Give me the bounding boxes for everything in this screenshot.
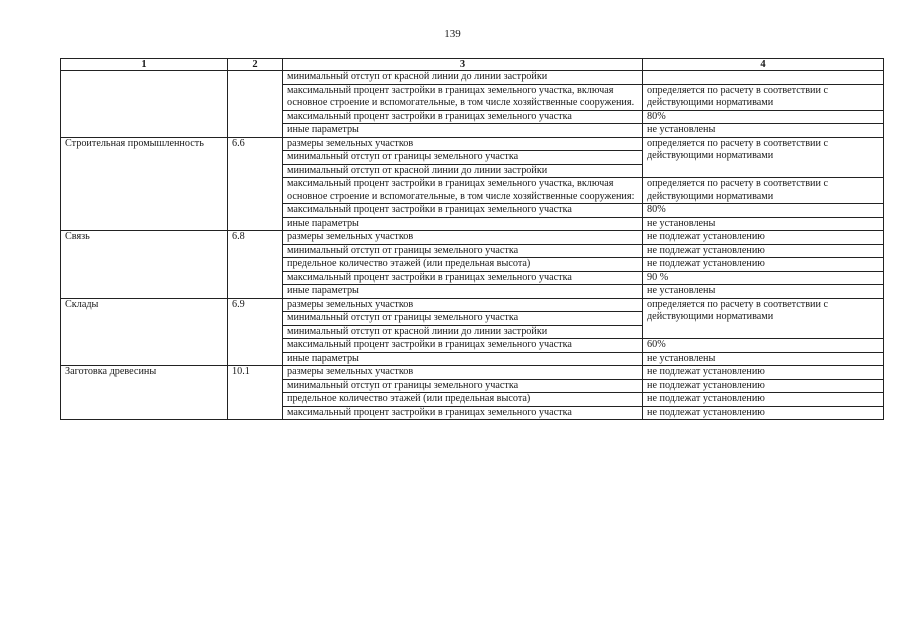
table-row: [61, 298, 884, 312]
parameter-cell: иные параметры: [283, 217, 643, 231]
value-cell: 80%: [643, 204, 884, 218]
parameter-cell: минимальный отступ от границы земельного участка: [283, 244, 643, 258]
parameter-cell: иные параметры: [283, 352, 643, 366]
code-cell: 6.8: [228, 231, 283, 299]
value-cell: определяется по расчету в соответствии с действующими нормативами: [643, 178, 884, 204]
parameter-cell: размеры земельных участков: [283, 366, 643, 380]
parameter-cell: максимальный процент застройки в границах земельного участка: [283, 204, 643, 218]
parameter-cell: максимальный процент застройки в границах земельного участка, включая основное строение и вспомогательные, в том числе хозяйственные сооружения.: [283, 84, 643, 110]
value-cell: не подлежат установлению: [643, 393, 884, 407]
regulations-table: [60, 58, 884, 420]
parameter-cell: минимальный отступ от границы земельного участка: [283, 312, 643, 326]
land-use-cell: Заготовка древесины: [61, 366, 228, 420]
value-cell: не установлены: [643, 285, 884, 299]
table-row: [61, 137, 884, 151]
table-row: [61, 71, 884, 85]
land-use-cell: Склады: [61, 298, 228, 366]
page-number: 139: [444, 28, 461, 40]
value-cell: не подлежат установлению: [643, 231, 884, 245]
parameter-cell: размеры земельных участков: [283, 231, 643, 245]
value-cell: [643, 71, 884, 85]
parameter-cell: предельное количество этажей (или предельная высота): [283, 258, 643, 272]
value-cell: определяется по расчету в соответствии с действующими нормативами: [643, 137, 884, 178]
value-cell: 90 %: [643, 271, 884, 285]
value-cell: не подлежат установлению: [643, 406, 884, 420]
code-cell: [228, 71, 283, 138]
header-col-1: 1: [61, 59, 228, 71]
value-cell: не установлены: [643, 124, 884, 138]
parameter-cell: минимальный отступ от красной линии до линии застройки: [283, 325, 643, 339]
parameter-cell: минимальный отступ от красной линии до линии застройки: [283, 71, 643, 85]
header-col-3: 3: [283, 59, 643, 71]
header-col-4: 4: [643, 59, 884, 71]
parameter-cell: иные параметры: [283, 285, 643, 299]
parameter-cell: максимальный процент застройки в границах земельного участка: [283, 406, 643, 420]
table-row: [61, 366, 884, 380]
header-col-2: 2: [228, 59, 283, 71]
value-cell: не подлежат установлению: [643, 366, 884, 380]
parameter-cell: иные параметры: [283, 124, 643, 138]
land-use-cell: Связь: [61, 231, 228, 299]
value-cell: не подлежат установлению: [643, 379, 884, 393]
land-use-cell: Строительная промышленность: [61, 137, 228, 231]
code-cell: 10.1: [228, 366, 283, 420]
parameter-cell: минимальный отступ от границы земельного участка: [283, 379, 643, 393]
parameter-cell: максимальный процент застройки в границах земельного участка: [283, 271, 643, 285]
land-use-cell: [61, 71, 228, 138]
value-cell: определяется по расчету в соответствии с действующими нормативами: [643, 298, 884, 339]
parameter-cell: минимальный отступ от границы земельного участка: [283, 151, 643, 165]
value-cell: не подлежат установлению: [643, 244, 884, 258]
value-cell: не подлежат установлению: [643, 258, 884, 272]
parameter-cell: размеры земельных участков: [283, 137, 643, 151]
value-cell: определяется по расчету в соответствии с действующими нормативами: [643, 84, 884, 110]
parameter-cell: предельное количество этажей (или предельная высота): [283, 393, 643, 407]
header-row: [61, 59, 884, 71]
value-cell: 80%: [643, 110, 884, 124]
code-cell: 6.6: [228, 137, 283, 231]
value-cell: не установлены: [643, 217, 884, 231]
parameter-cell: максимальный процент застройки в границах земельного участка: [283, 339, 643, 353]
parameter-cell: минимальный отступ от красной линии до линии застройки: [283, 164, 643, 178]
code-cell: 6.9: [228, 298, 283, 366]
value-cell: 60%: [643, 339, 884, 353]
table-row: [61, 231, 884, 245]
table-body: [61, 71, 884, 420]
parameter-cell: размеры земельных участков: [283, 298, 643, 312]
parameter-cell: максимальный процент застройки в границах земельного участка, включая основное строение и вспомогательные, в том числе хозяйственные сооружения:: [283, 178, 643, 204]
parameter-cell: максимальный процент застройки в границах земельного участка: [283, 110, 643, 124]
value-cell: не установлены: [643, 352, 884, 366]
